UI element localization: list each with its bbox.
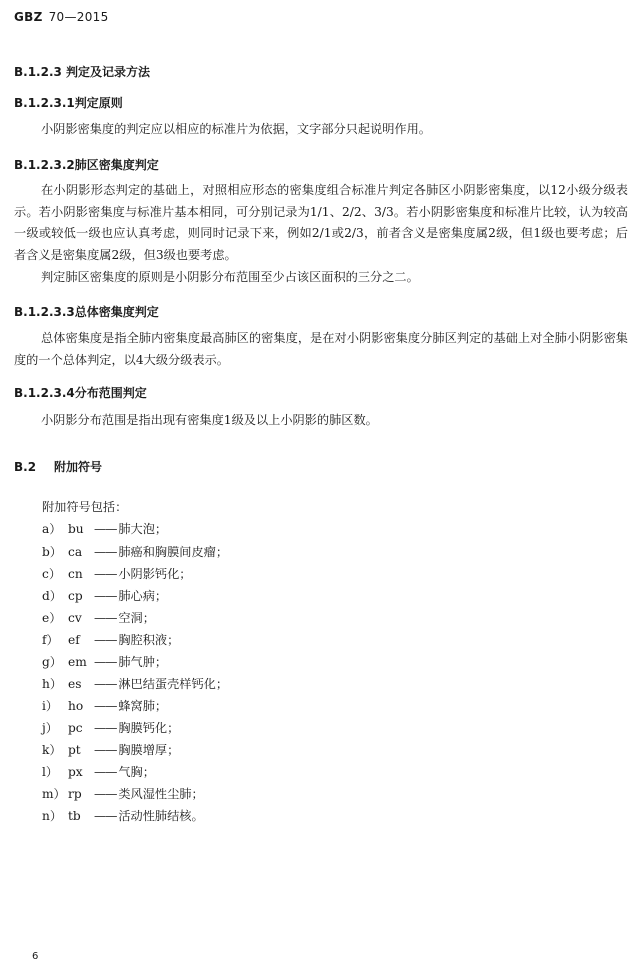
standard-code: GBZ xyxy=(14,10,43,24)
page-header xyxy=(14,10,109,24)
paragraph-zone-principle: 判定肺区密集度的原则是小阴影分布范围至少占该区面积的三分之二。 xyxy=(41,270,419,284)
list-item: d） cp —— 肺心病； xyxy=(42,589,168,603)
list-item: g） em —— 肺气肿； xyxy=(42,655,168,669)
section-number: B.1.2.3.2 xyxy=(14,158,75,172)
section-title: 分布范围判定 xyxy=(74,386,147,400)
list-item: e） cv —— 空洞； xyxy=(42,611,155,625)
section-title: 肺区密集度判定 xyxy=(74,158,159,172)
section-title: 附加符号 xyxy=(54,460,103,474)
list-item: c） cn —— 小阴影钙化； xyxy=(42,567,192,581)
list-item: l） px —— 气胸； xyxy=(42,765,155,779)
paragraph-distribution: 小阴影分布范围是指出现有密集度1级及以上小阴影的肺区数。 xyxy=(41,413,378,427)
paragraph-overall-density: 总体密集度是指全肺内密集度最高肺区的密集度，是在对小阴影密集度分肺区判定的基础上对全肺小阴影密集度的一个总体判定，以4大级分级表示。 xyxy=(14,331,628,367)
page-number: 6 xyxy=(32,951,39,962)
section-title: 总体密集度判定 xyxy=(74,305,159,319)
list-item: a） bu —— 肺大泡； xyxy=(42,522,168,536)
paragraph-zone-density: 在小阴影形态判定的基础上，对照相应形态的密集度组合标准片判定各肺区小阴影密集度，以12小级分级表示。若小阴影密集度与标准片基本相同，可分别记录为1/1、2/2、3/3。若小阴影密集度和标准片比较，认为较高一级或较低一级也应认真考虑，则同时记录下来，例如2/1或2/3，前者含义是密集度属2级，但1级也要考虑；后者含义是密集度属2级，但3级也要考虑。 xyxy=(14,183,628,262)
section-number: B.2 xyxy=(14,460,37,474)
list-item: k） pt —— 胸膜增厚； xyxy=(42,743,180,757)
list-item: m） rp —— 类风湿性尘肺； xyxy=(42,787,204,801)
section-heading xyxy=(14,303,159,320)
symbols-intro: 附加符号包括： xyxy=(42,500,128,514)
section-heading xyxy=(14,156,159,173)
list-item: i） ho —— 蜂窝肺； xyxy=(42,699,168,713)
section-heading xyxy=(14,384,147,401)
section-number: B.1.2.3.4 xyxy=(14,386,75,400)
section-title: 判定及记录方法 xyxy=(66,65,151,79)
list-item: f） ef —— 胸腔积液； xyxy=(42,633,180,647)
section-heading xyxy=(14,63,150,80)
section-heading xyxy=(14,94,123,111)
list-item: n） tb —— 活动性肺结核。 xyxy=(42,809,204,823)
list-item: b） ca —— 肺癌和胸膜间皮瘤； xyxy=(42,545,229,559)
paragraph-principle: 小阴影密集度的判定应以相应的标准片为依据，文字部分只起说明作用。 xyxy=(41,122,431,136)
list-item: h） es —— 淋巴结蛋壳样钙化； xyxy=(42,677,229,691)
list-item: j） pc —— 胸膜钙化； xyxy=(42,721,180,735)
standard-number: 70—2015 xyxy=(48,10,109,24)
section-number: B.1.2.3.3 xyxy=(14,305,75,319)
section-number: B.1.2.3 xyxy=(14,65,62,79)
section-title: 判定原则 xyxy=(74,96,123,110)
section-number: B.1.2.3.1 xyxy=(14,96,75,110)
section-heading xyxy=(14,458,102,475)
